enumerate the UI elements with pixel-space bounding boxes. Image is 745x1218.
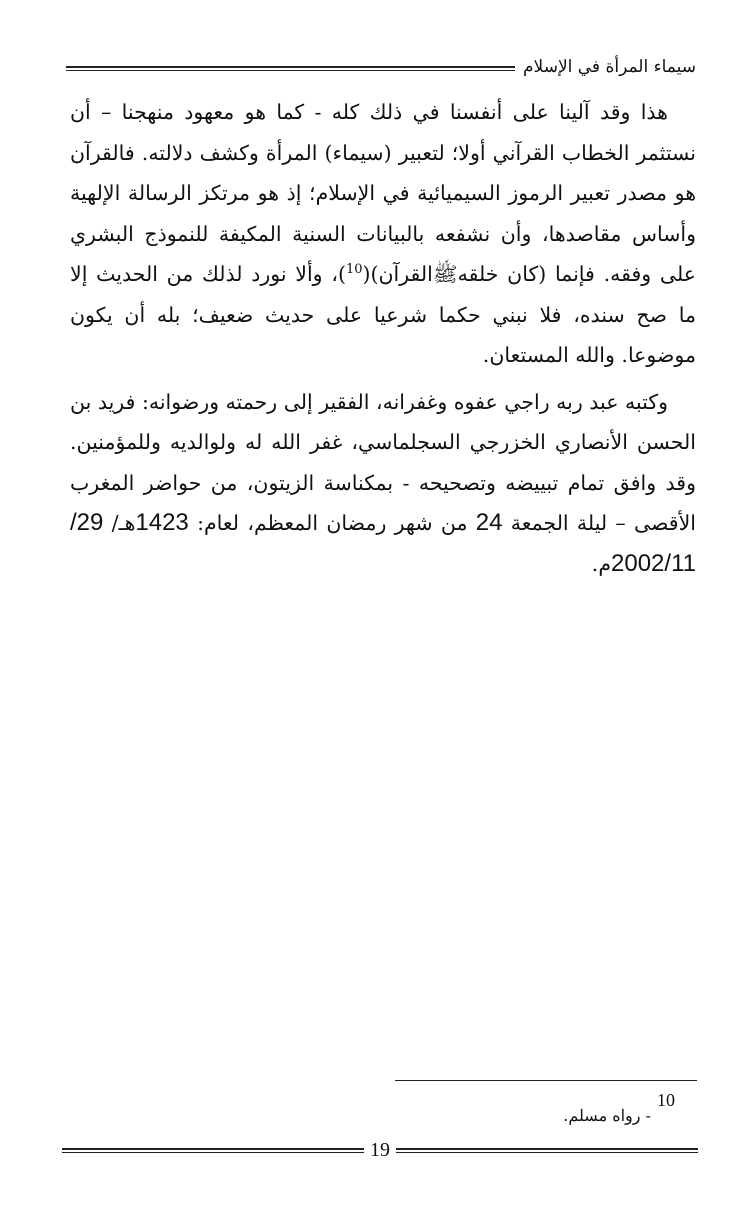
date-day: 24 — [475, 509, 503, 536]
date-gregorian: 29/ 2002/11 — [70, 509, 696, 577]
paragraph-1 — [70, 92, 696, 376]
footnote — [563, 1090, 675, 1125]
paragraph-2 — [70, 382, 696, 585]
page-footer — [62, 1137, 698, 1163]
paragraph-2-text-b: من شهر رمضان المعظم، لعام: — [188, 511, 476, 535]
header-rule — [66, 66, 515, 71]
date-hijri-year: 1423 — [135, 509, 189, 536]
footnote-separator — [395, 1080, 697, 1081]
paragraph-2-text-a: وكتبه عبد ربه راجي عفوه وغفرانه، الفقير إلى رحمته ورضوانه: فريد بن الحسن الأنصاري الخزرجي السجلماسي، غفر الله له ولوالديه وللمؤمنين. وقد وافق تمام تبييضه وتصحيحه - بمكناسة الزيتون، من حواضر المغرب الأقصى – ليلة الجمعة — [70, 389, 696, 535]
paragraph-2-text-c: هـ/ — [103, 511, 136, 535]
paragraph-1-text-a: هذا وقد آلينا على أنفسنا في ذلك كله - كما هو معهود منهجنا – أن نستثمر الخطاب القرآني أولا؛ لتعبير (سيماء) المرأة وكشف دلالته. فالقرآن هو مصدر تعبير الرموز السيميائية في الإسلام؛ إذ هو مرتكز الرسالة الإلهية وأساس مقاصدها، وأن نشفعه بالبيانات السنية المكيفة للنموذج البشري على وفقه. فإنما (كان خلقهﷺالقرآن)( — [70, 100, 696, 286]
footnote-text: - رواه مسلم. — [563, 1106, 651, 1125]
footnote-reference: 10 — [345, 262, 363, 278]
footer-rule-left — [62, 1148, 364, 1153]
running-header — [66, 52, 696, 82]
footnote-number: 10 — [657, 1090, 675, 1110]
page-number: 19 — [370, 1138, 390, 1161]
body-text — [70, 92, 696, 590]
paragraph-1-text-b: )، وألا نورد لذلك من الحديث إلا ما صح سنده، فلا نبني حكما شرعيا على حديث ضعيف؛ بله أن يكون موضوعا. والله المستعان. — [70, 262, 696, 367]
paragraph-2-text-d: م. — [591, 551, 612, 576]
footer-rule-right — [396, 1148, 698, 1153]
header-title: سيماء المرأة في الإسلام — [523, 57, 696, 77]
